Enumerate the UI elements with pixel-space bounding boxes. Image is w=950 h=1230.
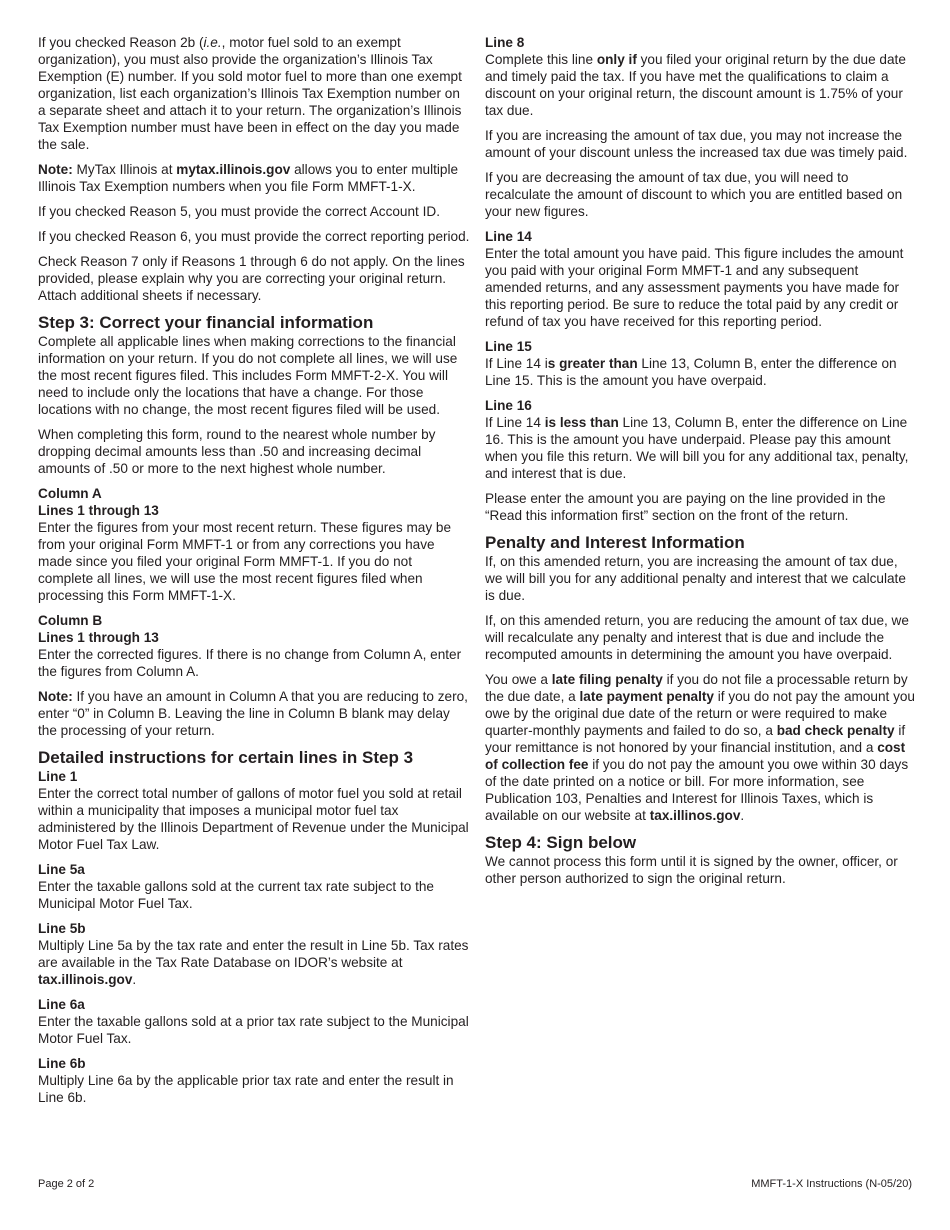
text: If Line 14 i: [485, 356, 548, 371]
text: Complete this line: [485, 52, 597, 67]
text: MyTax Illinois at: [72, 162, 177, 177]
text: .: [740, 808, 745, 823]
column-a-text: Enter the figures from your most recent return. These figures may be from your original Form MMFT-1 or from any corrections you have made since you filed your original Form MMFT-1. If you do not complete all lines, we will use the most recent figures filed when processing this Form MMFT-1-X.: [38, 520, 452, 603]
step4-text: We cannot process this form until it is signed by the owner, officer, or other person authorized to sign the original return.: [485, 854, 898, 886]
emphasis: s greater than: [547, 356, 638, 371]
tax-illinois-link: tax.illinos.gov: [649, 808, 741, 823]
text: .: [132, 972, 137, 987]
line-6b-label: Line 6b: [38, 1056, 86, 1071]
line-14-text: Enter the total amount you have paid. This figure includes the amount you paid with your original Form MMFT-1 and any subsequent amended returns, and any assessment payments you have made for this reporting period. Be sure to reduce the total paid by any credit or refund of tax you have received for this reporting period.: [485, 246, 904, 329]
form-id: MMFT-1-X Instructions (N-05/20): [751, 1178, 912, 1190]
emphasis: only if: [596, 52, 637, 67]
page-number: Page 2 of 2: [38, 1178, 95, 1190]
left-column: [38, 34, 470, 1114]
line-8-text: [485, 51, 917, 119]
note-column-b: [38, 688, 470, 739]
column-b-label: Column B: [38, 613, 103, 628]
line-1-label: Line 1: [38, 769, 78, 784]
line-8-label: Line 8: [485, 35, 525, 50]
mytax-link: mytax.illinois.gov: [176, 162, 291, 177]
emphasis: bad check penalty: [776, 723, 895, 738]
tax-illinois-link: tax.illinois.gov: [38, 972, 133, 987]
step3-paragraph-1: Complete all applicable lines when making corrections to the financial information on your return. If you do not complete all lines, we will use the most recent figures filed. This includes Form MMFT-2-X. You will need to include only the locations that have a change. For those locations with no change, the most recent figures filed will be used.: [38, 334, 458, 417]
note-mytax: [38, 161, 470, 195]
column-a-label: Column A: [38, 486, 102, 501]
reason-5-paragraph: If you checked Reason 5, you must provide the correct Account ID.: [38, 204, 440, 219]
text: Multiply Line 5a by the tax rate and enter the result in Line 5b. Tax rates are available in the Tax Rate Database on IDOR’s website at: [38, 938, 469, 970]
text: You owe a: [485, 672, 552, 687]
penalty-heading: Penalty and Interest Information: [485, 533, 745, 552]
text-ie: i.e.: [203, 35, 222, 50]
reason-2b-paragraph: [38, 34, 470, 153]
column-a-lines: Lines 1 through 13: [38, 503, 159, 518]
text: If you have an amount in Column A that you are reducing to zero, enter “0” in Column B. Leaving the line in Column B blank may delay the processing of your return.: [38, 689, 468, 738]
line-5a-label: Line 5a: [38, 862, 85, 877]
line-5b-label: Line 5b: [38, 921, 86, 936]
line-16-label: Line 16: [485, 398, 532, 413]
column-b-lines: Lines 1 through 13: [38, 630, 159, 645]
emphasis: cost of collection fee: [485, 740, 906, 772]
text: allows you to enter multiple Illinois Tax Exemption numbers when you file Form MMFT-1-X.: [38, 162, 459, 194]
reason-6-paragraph: If you checked Reason 6, you must provide the correct reporting period.: [38, 229, 470, 244]
line-16-text: [485, 414, 917, 482]
penalty-paragraph-1: If, on this amended return, you are increasing the amount of tax due, we will bill you for any additional penalty and interest that we calculate is due.: [485, 554, 906, 603]
line-6a-text: Enter the taxable gallons sold at a prior tax rate subject to the Municipal Motor Fuel Tax.: [38, 1014, 469, 1046]
penalty-paragraph-3: [485, 671, 917, 824]
text: if your remittance is not honored by your financial institution, and a: [485, 723, 906, 755]
text: you filed your original return by the due date and timely paid the tax. If you have met the qualifications to claim a discount on your original return, the discount amount is 1.75% of your tax due.: [485, 52, 906, 118]
penalty-paragraph-2: If, on this amended return, you are reducing the amount of tax due, we will recalculate any penalty and interest that is due and include the recomputed amounts in determining the amount you have overpaid.: [485, 613, 909, 662]
text: If Line 14: [485, 415, 545, 430]
line-15-text: [485, 355, 917, 389]
text: , motor fuel sold to an exempt organization), you must also provide the organization’s Illinois Tax Exemption (E) number. If you sold motor fuel to more than one exempt organization, list each organization’s Illinois Tax Exemption number on a separate sheet and attach it to your return. The organization’s Illinois Tax Exemption number must have been in effect on the day you made the sale.: [38, 35, 462, 152]
text: if you do not pay the amount you owe within 30 days of the date printed on a notice or bill. For more information, see Publication 103, Penalties and Interest for Illinois Taxes, which is available on our website at: [485, 757, 909, 823]
step3-paragraph-2: When completing this form, round to the nearest whole number by dropping decimal amounts less than .50 and increasing decimal amounts of .50 or more to the next highest whole number.: [38, 427, 436, 476]
note-label: Note:: [38, 162, 73, 177]
line-5b-text: [38, 937, 470, 988]
text: if you do not file a processable return by the due date, a: [485, 672, 908, 704]
emphasis: late payment penalty: [579, 689, 714, 704]
line-8-paragraph-2: If you are increasing the amount of tax due, you may not increase the amount of your discount unless the increased tax due was timely paid.: [485, 128, 908, 160]
line-8-paragraph-3: If you are decreasing the amount of tax due, you will need to recalculate the amount of discount to which you are entitled based on your new figures.: [485, 170, 903, 219]
column-b-text: Enter the corrected figures. If there is no change from Column A, enter the figures from Column A.: [38, 647, 462, 679]
line-14-label: Line 14: [485, 229, 532, 244]
text: if you do not pay the amount you owe by the original due date of the return or were required to make quarter-monthly payments and failed to do so, a: [485, 689, 915, 738]
line-6b-text: Multiply Line 6a by the applicable prior tax rate and enter the result in Line 6b.: [38, 1073, 454, 1105]
text: If you checked Reason 2b (: [38, 35, 204, 50]
step4-heading: Step 4: Sign below: [485, 833, 637, 852]
note-label: Note:: [38, 689, 73, 704]
line-6a-label: Line 6a: [38, 997, 85, 1012]
step3-heading: Step 3: Correct your financial information: [38, 313, 374, 332]
right-column: [485, 34, 917, 895]
emphasis: late filing penalty: [551, 672, 663, 687]
emphasis: is less than: [544, 415, 619, 430]
text: Line 13, Column B, enter the difference on Line 16. This is the amount you have underpaid. Please pay this amount when you file this return. We will bill you for any additional tax, penalty, and interest that is due.: [485, 415, 909, 481]
detailed-instructions-heading: Detailed instructions for certain lines in Step 3: [38, 748, 414, 767]
line-15-label: Line 15: [485, 339, 532, 354]
reason-7-paragraph: Check Reason 7 only if Reasons 1 through 6 do not apply. On the lines provided, please explain why you are correcting your original return. Attach additional sheets if necessary.: [38, 254, 465, 303]
text: Line 13, Column B, enter the difference on Line 15. This is the amount you have overpaid.: [485, 356, 897, 388]
line-16-paragraph-2: Please enter the amount you are paying on the line provided in the “Read this information first” section on the front of the return.: [485, 491, 886, 523]
line-5a-text: Enter the taxable gallons sold at the current tax rate subject to the Municipal Motor Fuel Tax.: [38, 879, 434, 911]
line-1-text: Enter the correct total number of gallons of motor fuel you sold at retail within a municipality that imposes a municipal motor fuel tax administered by the Illinois Department of Revenue under the Municipal Motor Fuel Tax Law.: [38, 786, 469, 852]
